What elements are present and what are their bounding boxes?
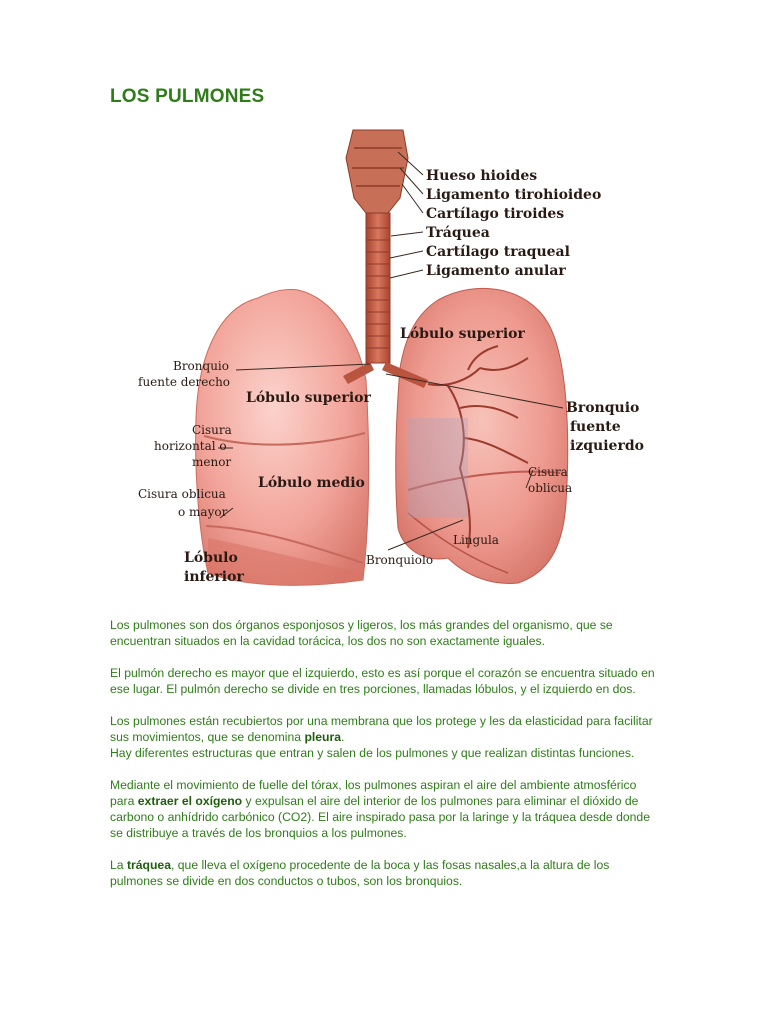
- label-cisura-horizontal-2: horizontal o: [154, 439, 227, 453]
- paragraph-1: Los pulmones son dos órganos esponjosos y ligeros, los más grandes del organismo, que se encuentran situados en la cavidad torácica, los dos no son exactamente iguales.: [110, 618, 613, 648]
- label-ligamento-anular: Ligamento anular: [426, 263, 566, 279]
- label-cisura-horizontal-1: Cisura: [192, 423, 232, 437]
- paragraph-3: [110, 713, 660, 761]
- label-cisura-oblicua-izq-1: Cisura: [528, 465, 568, 479]
- paragraph-3-text-c: Hay diferentes estructuras que entran y salen de los pulmones y que realizan distintas funciones.: [110, 746, 635, 760]
- label-bronquio-derecho-2: fuente derecho: [138, 375, 231, 389]
- label-lobulo-inferior-2: inferior: [184, 569, 244, 585]
- lungs-illustration: [108, 118, 668, 598]
- label-bronquio-derecho-1: Bronquio: [173, 359, 229, 373]
- paragraph-4-text-b: y expulsan el aire del interior de los pulmones para eliminar el dióxido de carbono o anhídrido carbónico (CO2). El aire inspirado pasa por la laringe y la tráquea desde donde se distribuye a través de los bronquios a los pulmones.: [110, 794, 650, 840]
- paragraph-5-text-a: La: [110, 858, 127, 872]
- label-bronquiolo: Bronquiolo: [366, 553, 434, 567]
- label-cartilago-tiroides: Cartílago tiroides: [426, 206, 565, 222]
- paragraph-5-text-b: , que lleva el oxígeno procedente de la boca y las fosas nasales,a la altura de los pulmones se divide en dos conductos o tubos, son los bronquios.: [110, 858, 610, 888]
- paragraph-3-text-a: Los pulmones están recubiertos por una membrana que los protege y les da elasticidad para facilitar sus movimientos, que se denomina: [110, 714, 653, 744]
- label-lobulo-superior-der: Lóbulo superior: [246, 390, 371, 406]
- traquea-term: tráquea: [126, 858, 171, 872]
- label-cisura-oblicua-izq-2: oblicua: [528, 481, 573, 495]
- label-cisura-oblicua-der-1: Cisura oblicua: [138, 487, 226, 501]
- paragraph-2: El pulmón derecho es mayor que el izquierdo, esto es así porque el corazón se encuentra situado en ese lugar. El pulmón derecho se divide en tres porciones, llamadas lóbulos, y el izquierdo en dos.: [110, 666, 655, 696]
- label-lobulo-medio: Lóbulo medio: [258, 475, 365, 491]
- label-hueso-hioides: Hueso hioides: [426, 168, 538, 184]
- lungs-diagram: [108, 118, 668, 598]
- label-bronquio-izq-2: fuente: [570, 419, 621, 435]
- extraer-oxigeno-term: extraer el oxígeno: [137, 794, 243, 808]
- paragraph-3-text-b: .: [341, 730, 345, 744]
- label-bronquio-izq-3: izquierdo: [570, 438, 644, 454]
- paragraph-5: [110, 857, 660, 889]
- paragraph-4: [110, 777, 660, 841]
- label-cartilago-traqueal: Cartílago traqueal: [426, 244, 570, 260]
- label-traquea: Tráquea: [426, 225, 490, 241]
- larynx: [346, 130, 408, 213]
- label-bronquio-izq-1: Bronquio: [566, 400, 640, 416]
- label-ligamento-tirohioideo: Ligamento tirohioideo: [426, 187, 602, 203]
- label-lingula: Lingula: [453, 533, 499, 547]
- label-cisura-horizontal-3: menor: [192, 455, 232, 469]
- label-lobulo-superior-izq: Lóbulo superior: [400, 326, 525, 342]
- page-title: LOS PULMONES: [110, 86, 265, 107]
- paragraph-4-text-a: Mediante el movimiento de fuelle del tórax, los pulmones aspiran el aire del ambiente atmosférico para: [110, 778, 637, 808]
- pleura-term: pleura: [304, 730, 342, 744]
- article-body: [110, 617, 660, 905]
- heart-shadow: [408, 418, 468, 518]
- label-cisura-oblicua-der-2: o mayor: [178, 505, 228, 519]
- label-lobulo-inferior-1: Lóbulo: [184, 550, 238, 566]
